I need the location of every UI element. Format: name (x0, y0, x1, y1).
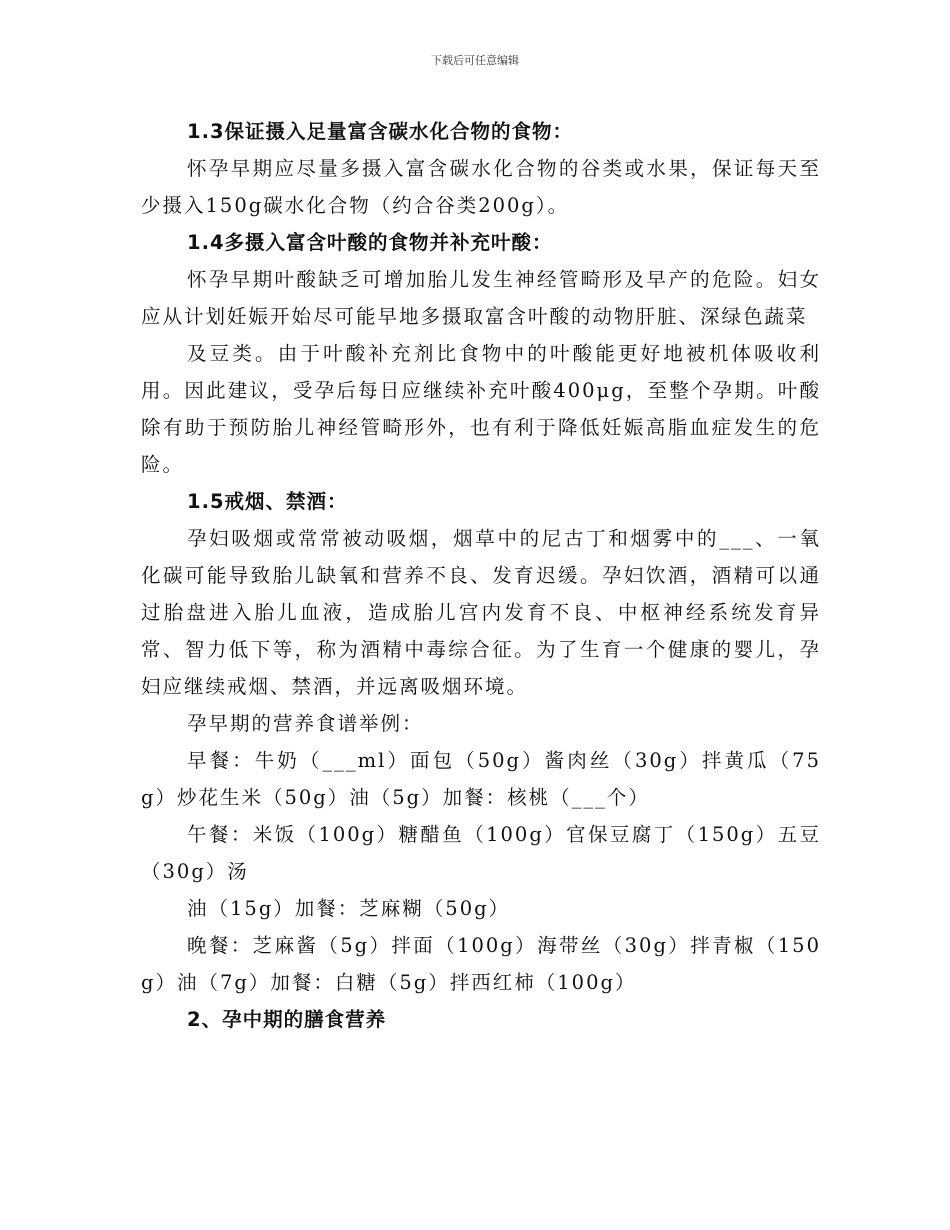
menu-breakfast: 早餐：牛奶（___ml）面包（50g）酱肉丝（30g）拌黄瓜（75g）炒花生米（50g）油（5g）加餐：核桃（___个） (141, 749, 821, 809)
section-heading-1-3: 1.3保证摄入足量富含碳水化合物的食物： (187, 120, 574, 143)
paragraph-folic-acid-1: 怀孕早期叶酸缺乏可增加胎儿发生神经管畸形及早产的危险。妇女应从计划妊娠开始尽可能早地多摄取富含叶酸的动物肝脏、深绿色蔬菜 (141, 268, 821, 328)
page-header: 下载后可任意编辑 (431, 54, 519, 67)
document-body (141, 113, 821, 1038)
menu-intro: 孕早期的营养食谱举例： (187, 712, 424, 735)
menu-lunch: 午餐：米饭（100g）糖醋鱼（100g）官保豆腐丁（150g）五豆（30g）汤 (141, 823, 821, 883)
menu-dinner: 晚餐：芝麻酱（5g）拌面（100g）海带丝（30g）拌青椒（150g）油（7g）加餐：白糖（5g）拌西红柿（100g） (141, 934, 821, 994)
section-heading-1-5: 1.5戒烟、禁酒： (187, 490, 348, 513)
menu-lunch-continued: 油（15g）加餐：芝麻糊（50g） (187, 897, 511, 920)
paragraph-smoking-alcohol: 孕妇吸烟或常常被动吸烟，烟草中的尼古丁和烟雾中的___、一氧化碳可能导致胎儿缺氧和营养不良、发育迟缓。孕妇饮酒，酒精可以通过胎盘进入胎儿血液，造成胎儿宫内发育不良、中枢神经系统发育异常、智力低下等，称为酒精中毒综合征。为了生育一个健康的婴儿，孕妇应继续戒烟、禁酒，并远离吸烟环境。 (141, 527, 821, 698)
section-heading-2: 2、孕中期的膳食营养 (187, 1008, 387, 1031)
section-heading-1-4: 1.4多摄入富含叶酸的食物并补充叶酸： (187, 231, 553, 254)
paragraph-carbohydrate: 怀孕早期应尽量多摄入富含碳水化合物的谷类或水果，保证每天至少摄入150g碳水化合物（约合谷类200g）。 (141, 157, 821, 217)
paragraph-folic-acid-2: 及豆类。由于叶酸补充剂比食物中的叶酸能更好地被机体吸收利用。因此建议，受孕后每日应继续补充叶酸400μg，至整个孕期。叶酸除有助于预防胎儿神经管畸形外，也有利于降低妊娠高脂血症发生的危险。 (141, 342, 821, 476)
